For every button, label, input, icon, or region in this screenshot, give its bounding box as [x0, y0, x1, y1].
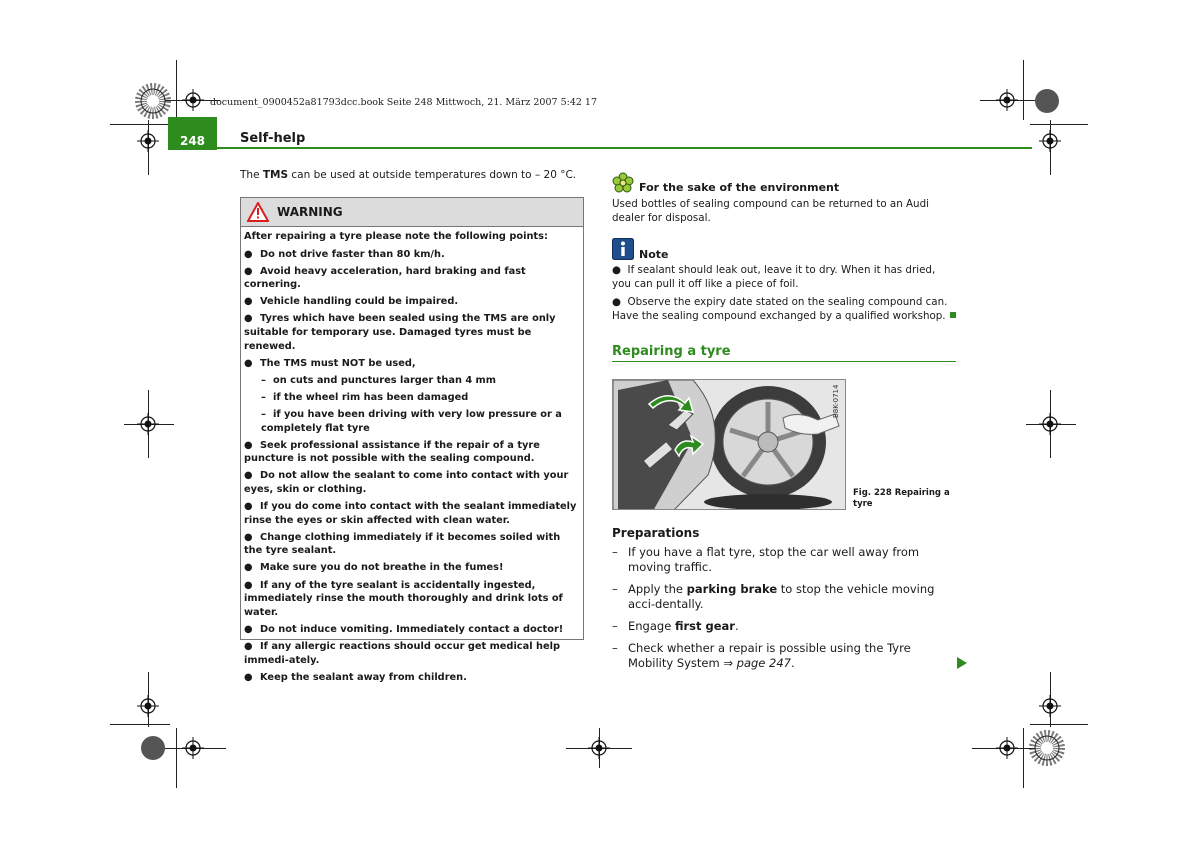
list-item: ● Do not allow the sealant to come into contact with your eyes, skin or clothing. — [244, 470, 569, 495]
sub-list-item: – on cuts and punctures larger than 4 mm — [261, 374, 496, 386]
next-page-arrow-icon[interactable] — [957, 657, 967, 669]
figure-repairing-tyre — [612, 379, 846, 510]
note-title: Note — [639, 248, 669, 261]
list-item: ● If any of the tyre sealant is accidentally ingested, immediately rinse the mouth thoroughly and drink lots of water. — [244, 579, 563, 618]
warning-title: WARNING — [277, 205, 343, 219]
registration-mark-icon — [1039, 695, 1061, 717]
flower-icon — [612, 172, 634, 194]
warning-lead: After repairing a tyre please note the following points: — [244, 231, 548, 242]
info-icon — [612, 238, 634, 260]
section-title: Self-help — [240, 131, 306, 146]
warning-box — [240, 197, 584, 683]
intro-paragraph: The TMS can be used at outside temperatures down to – 20 °C. — [240, 169, 577, 181]
registration-mark-icon — [137, 695, 159, 717]
page-number: 248 — [168, 117, 217, 150]
list-item: ● If sealant should leak out, leave it to dry. When it has dried, you can pull it off like a piece of foil. — [612, 264, 936, 290]
tyre-illustration — [613, 380, 846, 510]
list-item: ● Observe the expiry date stated on the sealing compound can. Have the sealing compound exchanged by a qualified workshop. — [612, 295, 957, 323]
section-heading: Repairing a tyre — [612, 344, 956, 362]
environment-text: Used bottles of sealing compound can be returned to an Audi dealer for disposal. — [612, 198, 929, 224]
registration-mark-icon — [182, 737, 204, 759]
list-item: ● Seek professional assistance if the repair of a tyre puncture is not possible with the sealing compound. — [244, 439, 540, 465]
environment-title: For the sake of the environment — [639, 181, 840, 194]
sub-list-item: – if you have been driving with very low pressure or a completely flat tyre — [261, 409, 562, 434]
file-info: document_0900452a81793dcc.book Seite 248 Mittwoch, 21. März 2007 5:42 17 — [210, 97, 598, 108]
warning-triangle-icon — [247, 202, 269, 222]
figure-code: B8K-0714 — [832, 384, 840, 418]
preparation-steps — [612, 545, 958, 678]
sub-list-item: – if the wheel rim has been damaged — [261, 391, 469, 403]
list-item: – Apply the parking brake to stop the vehicle moving acci-dentally. — [612, 582, 935, 611]
list-item: ● Tyres which have been sealed using the TMS are only suitable for temporary use. Damaged tyres must be renewed. — [244, 313, 556, 352]
list-item: ● Change clothing immediately if it becomes soiled with the tyre sealant. — [244, 531, 561, 557]
color-wheel-icon — [1035, 736, 1059, 760]
list-item: – Engage first gear. — [612, 619, 739, 633]
figure-caption: Fig. 228 Repairing a tyre — [853, 488, 950, 509]
list-item: ● Vehicle handling could be impaired. — [244, 296, 459, 308]
registration-mark-icon — [996, 89, 1018, 111]
list-item: – Check whether a repair is possible using the Tyre Mobility System ⇒ page 247. — [612, 641, 911, 670]
registration-mark-icon — [588, 737, 610, 759]
warning-body — [241, 227, 583, 684]
registration-mark-icon — [182, 89, 204, 111]
end-of-section-marker — [950, 312, 956, 318]
list-item: ● Do not drive faster than 80 km/h. — [244, 248, 445, 260]
registration-mark-icon — [996, 737, 1018, 759]
registration-mark-icon — [1039, 413, 1061, 435]
registration-mark-icon — [1039, 130, 1061, 152]
color-wheel-icon — [141, 89, 165, 113]
list-item: – If you have a flat tyre, stop the car well away from moving traffic. — [612, 545, 920, 574]
color-wheel-icon — [1035, 89, 1059, 113]
registration-mark-icon — [137, 413, 159, 435]
list-item: ● Keep the sealant away from children. — [244, 671, 467, 683]
list-item: ● Avoid heavy acceleration, hard braking and fast cornering. — [244, 265, 526, 291]
color-wheel-icon — [141, 736, 165, 760]
registration-mark-icon — [137, 130, 159, 152]
note-body — [612, 263, 957, 327]
list-item: ● If any allergic reactions should occur get medical help immedi-ately. — [244, 640, 560, 666]
warning-header — [241, 198, 583, 227]
header-rule — [217, 147, 1032, 149]
preparations-title: Preparations — [612, 526, 700, 540]
list-item: ● Do not induce vomiting. Immediately contact a doctor! — [244, 623, 564, 635]
list-item: ● The TMS must NOT be used, — [244, 357, 416, 369]
list-item: ● Make sure you do not breathe in the fumes! — [244, 562, 504, 574]
list-item: ● If you do come into contact with the sealant immediately rinse the eyes or skin affected with clean water. — [244, 501, 577, 526]
